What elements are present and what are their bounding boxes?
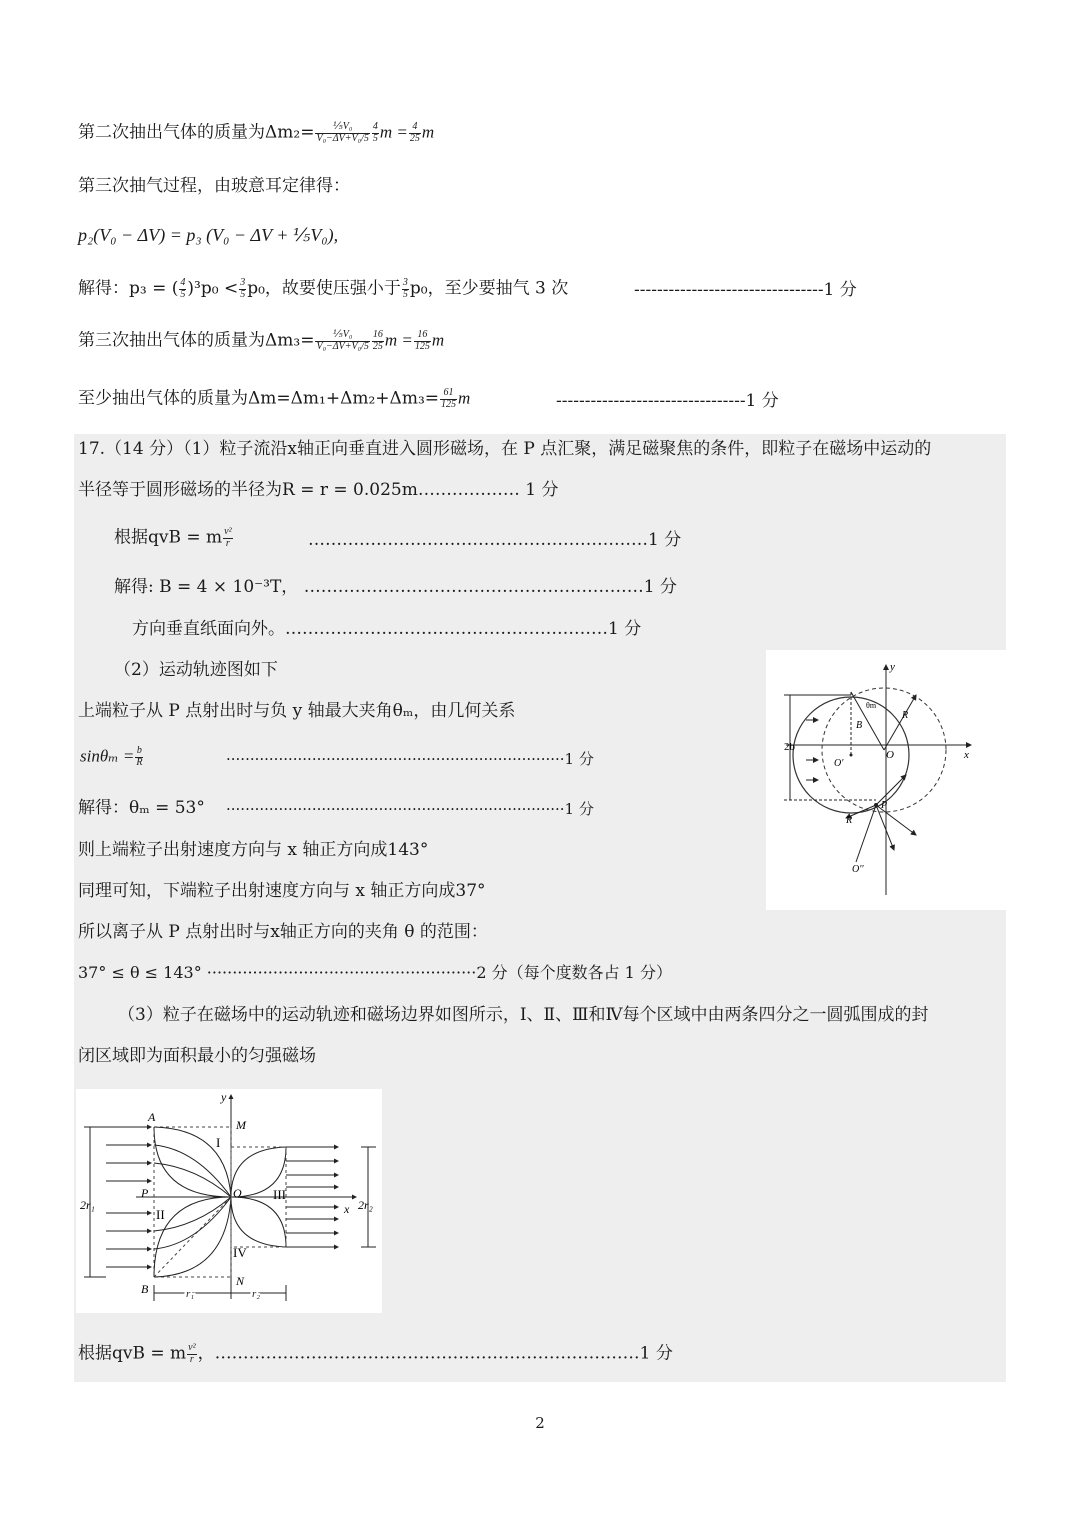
- text-line-11: 方向垂直纸面向外。…………………………………………………1 分: [132, 619, 642, 639]
- fig1-R-label: R: [902, 710, 909, 721]
- text-line-15: 解得：θₘ = 53°: [78, 798, 205, 818]
- text-line-2: 第三次抽气过程，由玻意耳定律得：: [78, 176, 350, 196]
- text-line-5: 第三次抽出气体的质量为Δm₃= $\frac{\text{⅕V₀}}{\text{V₀−ΔV+V₀/5}}$ $\frac{16}{25}$ m = $\frac{16}{125}$ m: [78, 329, 445, 352]
- figure-four-region-field: [76, 1089, 382, 1313]
- score-line-15: ·······································································1 分: [226, 800, 594, 818]
- fig2-P-label: P: [141, 1186, 149, 1200]
- text-line-1: 第二次抽出气体的质量为Δm₂= $\frac{\text{⅕V₀}}{\text{V₀−ΔV+V₀/5}}$ $\frac{4}{5}$ m = $\frac{4}{25}$ m: [78, 121, 435, 144]
- figure-circular-field: [766, 650, 1006, 910]
- figure-four-region-svg: [76, 1089, 382, 1313]
- score-line-6: ---------------------------------1 分: [556, 391, 779, 411]
- text-line-17: 同理可知，下端粒子出射速度方向与 x 轴正方向成37°: [78, 881, 486, 901]
- page-number: 2: [535, 1414, 545, 1432]
- fig2-N-label: N: [236, 1274, 245, 1288]
- fig2-O-label: O: [233, 1186, 242, 1200]
- fig2-A-label: A: [148, 1110, 156, 1124]
- fig1-O2-label: O'': [852, 864, 864, 875]
- fig1-B-label: B: [856, 720, 863, 731]
- figure-circular-field-svg: [766, 650, 1006, 910]
- text-line-12: （2）运动轨迹图如下: [114, 660, 278, 680]
- fig2-region-II: II: [156, 1207, 165, 1222]
- fig2-region-IV: IV: [233, 1245, 247, 1260]
- fig2-2r1-label: 2r₁: [80, 1198, 95, 1212]
- score-line-9: ……………………………………………………1 分: [308, 530, 682, 550]
- text-line-22: 根据qvB = m $\frac{\text{v²}}{r}$ ，…………………………………………………………………1 分: [78, 1342, 673, 1365]
- fig1-O-label: O: [886, 749, 894, 761]
- fig1-O1-label: O': [834, 758, 844, 769]
- text-line-8: 半径等于圆形磁场的半径为R = r = 0.025m……………… 1 分: [78, 480, 559, 500]
- fig2-r2-label: r₂: [252, 1288, 261, 1300]
- text-line-14: sinθₘ = $\frac{b}{R}$: [80, 745, 143, 768]
- fig2-x-label: x: [344, 1202, 350, 1216]
- equation-boyle: p₂(V₀ − ΔV) = p₃ (V₀ − ΔV + ⅕V₀),: [78, 225, 339, 245]
- text-line-4: 解得：p₃ = ( $\frac{4}{5}$ )³p₀ < $\frac{3}{5}$ p₀，故要使压强小于 $\frac{3}{5}$ p₀，至少要抽气 3 次: [78, 277, 569, 300]
- fig1-P-label: P: [881, 800, 888, 811]
- fig2-2r2-label: 2r₂: [358, 1198, 373, 1212]
- question-17-heading: 17.（14 分）（1）粒子流沿x轴正向垂直进入圆形磁场，在 P 点汇聚，满足磁聚焦的条件，即粒子在磁场中运动的: [78, 439, 932, 459]
- text-line-21: 闭区域即为面积最小的匀强磁场: [78, 1046, 316, 1066]
- score-line-14: ·······································································1 分: [226, 750, 594, 768]
- text-line-10: 解得: B = 4 × 10⁻³T， ……………………………………………………1 分: [114, 577, 677, 597]
- fig1-theta-label: θm: [866, 701, 877, 710]
- text-line-6: 至少抽出气体的质量为Δm=Δm₁+Δm₂+Δm₃= $\frac{61}{125}$ m: [78, 387, 471, 410]
- text-line-16: 则上端粒子出射速度方向与 x 轴正方向成143°: [78, 840, 429, 860]
- fig1-x-label: x: [964, 749, 969, 761]
- fig2-region-I: I: [216, 1135, 221, 1150]
- text-line-13: 上端粒子从 P 点射出时与负 y 轴最大夹角θₘ，由几何关系: [78, 701, 516, 721]
- fig1-R2-label: R: [846, 815, 853, 826]
- fig2-r1-label: r₁: [186, 1288, 195, 1300]
- fig2-region-III: III: [273, 1187, 286, 1202]
- fig1-2b-label: 2b: [784, 741, 795, 753]
- score-line-4: ---------------------------------1 分: [634, 280, 857, 300]
- text-line-18: 所以离子从 P 点射出时与x轴正方向的夹角 θ 的范围：: [78, 922, 488, 942]
- text-line-20: （3）粒子在磁场中的运动轨迹和磁场边界如图所示，Ⅰ、Ⅱ、Ⅲ和Ⅳ每个区域中由两条四分之一圆弧围成的封: [118, 1005, 929, 1025]
- text-line-9: 根据qvB = m $\frac{\text{v²}}{r}$: [114, 526, 232, 549]
- fig1-y-label: y: [890, 661, 895, 673]
- fig2-y-label: y: [221, 1090, 227, 1104]
- fig2-B-label: B: [141, 1282, 149, 1296]
- fig2-M-label: M: [236, 1118, 246, 1132]
- text-line-19: 37° ≤ θ ≤ 143° ·····················································2 分（每个度数各占 1 分）: [78, 963, 672, 982]
